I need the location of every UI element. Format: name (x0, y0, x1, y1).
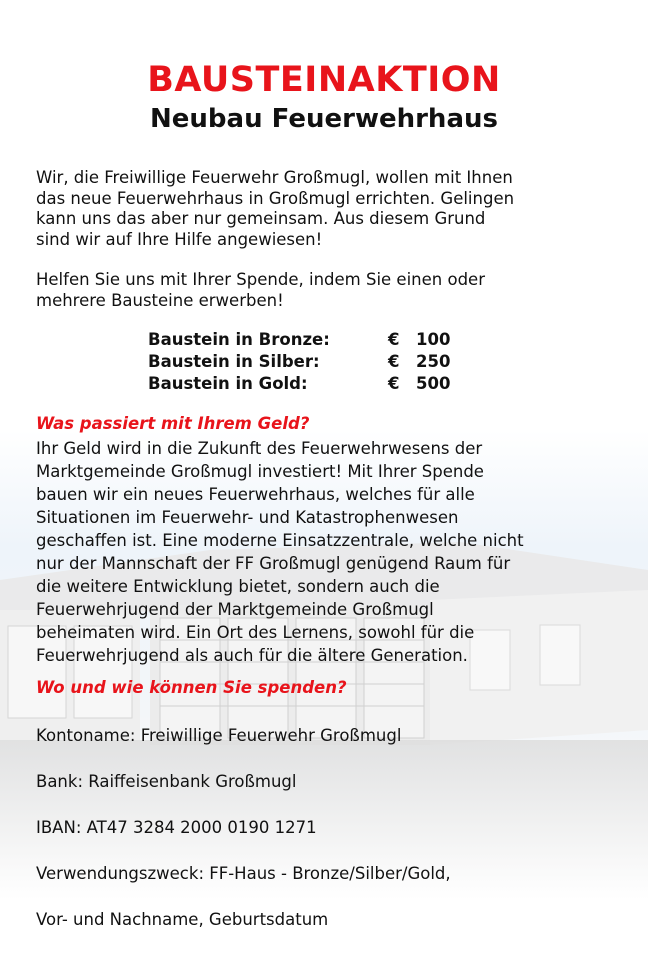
price-row-gold (148, 373, 450, 395)
reference-line-2: Vor- und Nachname, Geburtsdatum (36, 910, 329, 929)
price-amount: 250 (416, 352, 451, 371)
price-amount: 500 (416, 374, 451, 393)
section-body-money: Ihr Geld wird in die Zukunft des Feuerwehrwesens der Marktgemeinde Großmugl investiert! Mit Ihrer Spende bauen wir ein neues Feuerwehrhaus, welches für alle Situationen im Feuerwehr- und Katastrophenwesen geschaffen ist. Eine moderne Einsatzzentrale, welche nicht nur der Mannschaft der FF Großmugl genügend Raum für die weitere Entwicklung bietet, sondern auch die Feuerwehrjugend der Marktgemeinde Großmugl beheimaten wird. Ein Ort des Lernens, sowohl für die Feuerwehrjugend als auch für die ältere Generation. (36, 439, 524, 665)
currency-symbol: € (388, 352, 400, 371)
account-name-line: Kontoname: Freiwillige Feuerwehr Großmugl (36, 726, 402, 745)
section-heading-money: Was passiert mit Ihrem Geld? (36, 414, 310, 433)
bank-line: Bank: Raiffeisenbank Großmugl (36, 772, 297, 791)
price-label: Baustein in Gold: (148, 374, 308, 393)
reference-line: Verwendungszweck: FF-Haus - Bronze/Silber/Gold, (36, 864, 451, 883)
price-value (388, 329, 450, 351)
price-row-bronze (148, 329, 450, 351)
call-to-action-paragraph: Helfen Sie uns mit Ihrer Spende, indem Sie einen oder mehrere Bausteine erwerben! (36, 270, 485, 310)
intro-paragraph: Wir, die Freiwillige Feuerwehr Großmugl, wollen mit Ihnen das neue Feuerwehrhaus in Großmugl errichten. Gelingen kann uns das aber nur gemeinsam. Aus diesem Grund sind wir auf Ihre Hilfe angewiesen! (36, 168, 515, 249)
currency-symbol: € (388, 374, 400, 393)
price-label: Baustein in Bronze: (148, 330, 330, 349)
price-value (388, 351, 450, 373)
price-amount: 100 (416, 330, 451, 349)
price-value (388, 373, 450, 395)
price-label: Baustein in Silber: (148, 352, 320, 371)
iban-line: IBAN: AT47 3284 2000 0190 1271 (36, 818, 317, 837)
page-subtitle: Neubau Feuerwehrhaus (150, 104, 498, 134)
donation-details (36, 701, 612, 954)
price-table (148, 329, 450, 395)
price-row-silver (148, 351, 450, 373)
page-title: BAUSTEINAKTION (147, 60, 501, 100)
currency-symbol: € (388, 330, 400, 349)
section-heading-donate: Wo und wie können Sie spenden? (36, 678, 347, 697)
